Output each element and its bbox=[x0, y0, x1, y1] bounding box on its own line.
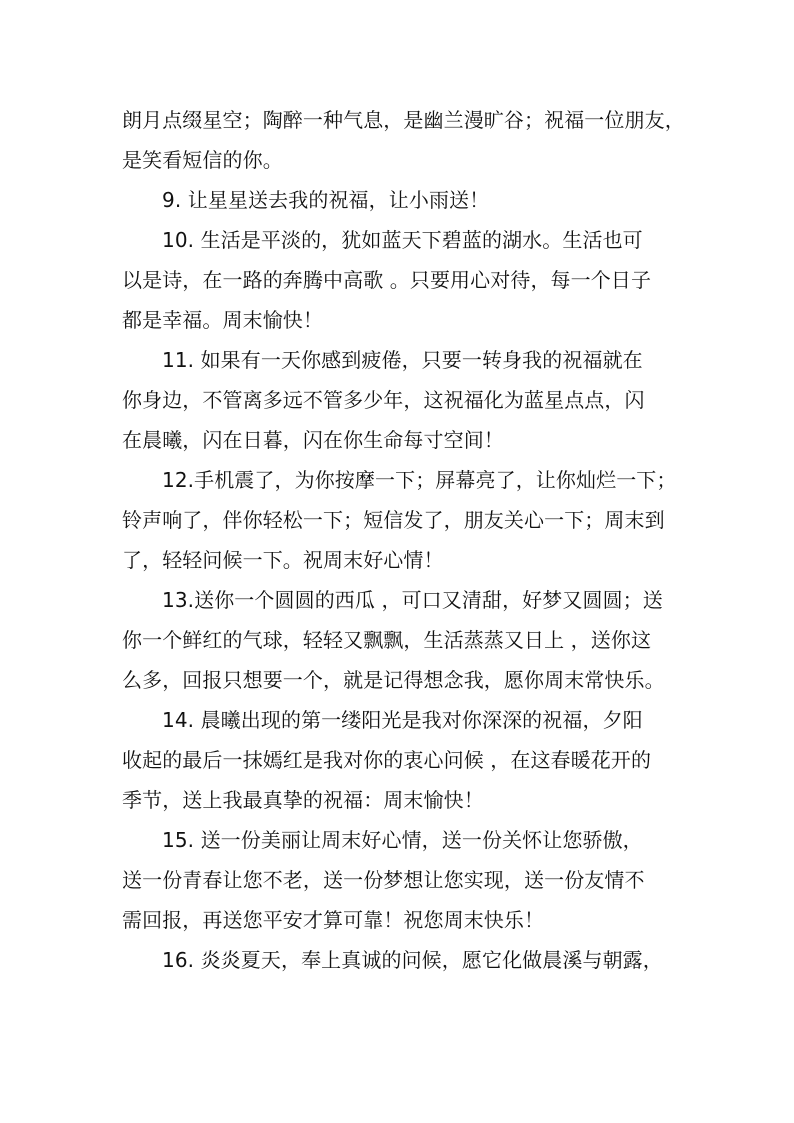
text-line: 了，轻轻问候一下。祝周末好心情！ bbox=[122, 548, 444, 572]
text-line: 以是诗，在一路的奔腾中高歌 。只要用心对待，每一个日子 bbox=[122, 268, 652, 292]
text-line: 10. 生活是平淡的，犹如蓝天下碧蓝的湖水。生活也可 bbox=[162, 228, 643, 252]
text-line: 朗月点缀星空；陶醉一种气息，是幽兰漫旷谷；祝福一位朋友， bbox=[122, 108, 685, 132]
text-line: 在晨曦，闪在日暮，闪在你生命每寸空间！ bbox=[122, 428, 504, 452]
text-line: 需回报，再送您平安才算可靠！祝您周末快乐！ bbox=[122, 908, 545, 932]
text-line: 16. 炎炎夏天，奉上真诚的问候，愿它化做晨溪与朝露， bbox=[162, 948, 663, 972]
text-line: 12.手机震了，为你按摩一下；屏幕亮了，让你灿烂一下； bbox=[162, 468, 677, 492]
text-line: 送一份青春让您不老，送一份梦想让您实现，送一份友情不 bbox=[122, 868, 645, 892]
text-line: 都是幸福。周末愉快！ bbox=[122, 308, 323, 332]
text-line: 季节，送上我最真挚的祝福：周末愉快！ bbox=[122, 788, 484, 812]
text-line: 13.送你一个圆圆的西瓜 ，可口又清甜，好梦又圆圆；送 bbox=[162, 588, 663, 612]
text-line: 15. 送一份美丽让周末好心情，送一份关怀让您骄傲， bbox=[162, 828, 643, 852]
text-line: 14. 晨曦出现的第一缕阳光是我对你深深的祝福，夕阳 bbox=[162, 708, 643, 732]
text-line: 是笑看短信的你。 bbox=[122, 148, 283, 172]
text-line: 么多，回报只想要一个，就是记得想念我，愿你周末常快乐。 bbox=[122, 668, 665, 692]
document-body bbox=[122, 100, 685, 980]
text-line: 你身边，不管离多远不管多少年，这祝福化为蓝星点点，闪 bbox=[122, 388, 645, 412]
text-line: 9. 让星星送去我的祝福，让小雨送！ bbox=[162, 188, 490, 212]
text-line: 收起的最后一抹嫣红是我对你的衷心问候 ，在这春暖花开的 bbox=[122, 748, 652, 772]
text-line: 你一个鲜红的气球，轻轻又飘飘，生活蒸蒸又日上 ，送你这 bbox=[122, 628, 652, 652]
text-line: 铃声响了，伴你轻松一下；短信发了，朋友关心一下；周末到 bbox=[122, 508, 665, 532]
text-line: 11. 如果有一天你感到疲倦，只要一转身我的祝福就在 bbox=[162, 348, 643, 372]
